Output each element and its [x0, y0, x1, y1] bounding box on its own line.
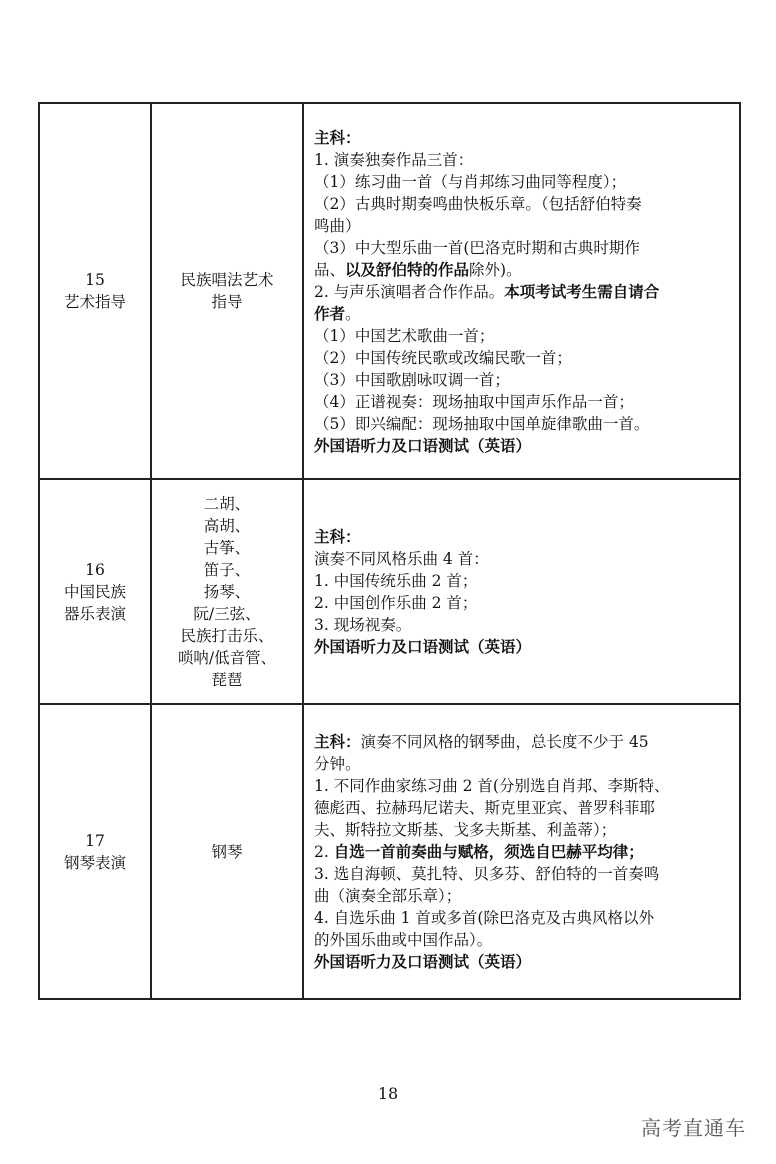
- requirement-line: [314, 819, 733, 841]
- exam-requirements-table: [38, 102, 741, 1000]
- text: 品、: [314, 260, 346, 279]
- major-name: 唢呐/低音管、: [177, 648, 277, 667]
- text: （3）中大型乐曲一首(巴洛克时期和古典时期作: [314, 238, 640, 257]
- major-name: 民族唱法艺术: [180, 271, 274, 289]
- bold-text: 外国语听力及口语测试（英语）: [314, 637, 532, 656]
- text: 演奏不同风格乐曲 4 首：: [314, 550, 489, 568]
- text: 演奏不同风格的钢琴曲，总长度不少于 45: [360, 733, 649, 751]
- page-number: 18: [377, 1084, 399, 1103]
- text: 鸣曲）: [314, 216, 361, 235]
- major-name: 古筝、: [203, 538, 251, 557]
- requirement-line: [314, 885, 733, 907]
- program-category: 钢琴表演: [63, 853, 126, 872]
- major-name: 民族打击乐、: [180, 626, 274, 645]
- program-number: 16: [85, 560, 105, 579]
- bold-text: 外国语听力及口语测试（英语）: [314, 952, 532, 971]
- major-cell: [151, 704, 303, 999]
- text: （5）即兴编配：现场抽取中国单旋律歌曲一首。: [314, 414, 650, 433]
- requirement-line: [314, 929, 733, 951]
- text: （2）古典时期奏鸣曲快板乐章。（包括舒伯特奏: [314, 194, 642, 213]
- major-cell: [151, 103, 303, 479]
- requirement-line: [314, 413, 733, 435]
- requirement-line: [314, 325, 733, 347]
- bold-text: 自选一首前奏曲与赋格，须选自巴赫平均律；: [333, 842, 644, 861]
- requirement-line: [314, 775, 733, 797]
- text: （3）中国歌剧咏叹调一首；: [314, 370, 510, 389]
- bold-text: 外国语听力及口语测试（英语）: [314, 435, 532, 455]
- requirement-line: [314, 303, 733, 325]
- requirement-line: [314, 731, 733, 753]
- program-number-cell: [39, 479, 151, 704]
- text: 2. 与声乐演唱者合作作品。: [314, 282, 505, 301]
- requirement-line: [314, 797, 733, 819]
- requirement-line: [314, 592, 733, 614]
- requirement-line: [314, 548, 733, 570]
- text: 。: [345, 304, 361, 323]
- requirement-line: [314, 259, 733, 281]
- text: 1. 不同作曲家练习曲 2 首(分别选自肖邦、李斯特、: [314, 777, 670, 795]
- text: 4. 自选乐曲 1 首或多首(除巴洛克及古典风格以外: [314, 909, 654, 927]
- table-row: [39, 103, 740, 479]
- text: 夫、斯特拉文斯基、戈多夫斯基、利盖蒂）；: [314, 821, 617, 839]
- text: 分钟。: [314, 755, 361, 773]
- watermark: 高考直通车: [641, 1116, 746, 1140]
- text: 1. 演奏独奏作品三首：: [314, 150, 474, 169]
- text: 除外)。: [469, 260, 522, 279]
- program-category: 艺术指导: [63, 293, 126, 311]
- requirement-line: [314, 841, 733, 863]
- bold-text: 主科：: [314, 527, 361, 546]
- bold-text: 主科：: [314, 127, 361, 147]
- text: 2.: [314, 843, 334, 861]
- table-row: [39, 704, 740, 999]
- major-name: 阮/三弦、: [193, 604, 261, 623]
- requirement-line: [314, 435, 733, 457]
- requirement-line: [314, 347, 733, 369]
- requirement-line: [314, 951, 733, 973]
- requirement-line: [314, 526, 733, 548]
- text: 2. 中国创作乐曲 2 首；: [314, 594, 478, 612]
- text: （4）正谱视奏：现场抽取中国声乐作品一首；: [314, 392, 634, 411]
- major-name: 琵琶: [211, 670, 243, 689]
- program-number: 15: [85, 271, 105, 289]
- text: 3. 现场视奏。: [314, 616, 412, 634]
- requirement-line: [314, 369, 733, 391]
- requirement-line: [314, 753, 733, 775]
- program-number: 17: [85, 831, 105, 850]
- program-category: 器乐表演: [63, 604, 126, 623]
- requirement-line: [314, 171, 733, 193]
- text: 曲（演奏全部乐章）；: [314, 887, 462, 905]
- bold-text: 主科：: [314, 732, 361, 751]
- program-category: 中国民族: [63, 582, 126, 601]
- requirement-line: [314, 391, 733, 413]
- text: 1. 中国传统乐曲 2 首；: [314, 572, 478, 590]
- text: （1）练习曲一首（与肖邦练习曲同等程度）；: [314, 172, 627, 191]
- bold-text: 本项考试考生需自请合: [504, 281, 660, 301]
- major-cell: [151, 479, 303, 704]
- major-name: 指导: [211, 293, 243, 311]
- requirement-line: [314, 614, 733, 636]
- requirements-cell: [303, 103, 740, 479]
- requirements-cell: [303, 704, 740, 999]
- program-number-cell: [39, 704, 151, 999]
- program-number-cell: [39, 103, 151, 479]
- requirement-line: [314, 149, 733, 171]
- major-name: 钢琴: [211, 842, 243, 861]
- requirement-line: [314, 193, 733, 215]
- text: 德彪西、拉赫玛尼诺夫、斯克里亚宾、普罗科菲耶: [314, 799, 656, 817]
- text: 3. 选自海顿、莫扎特、贝多芬、舒伯特的一首奏鸣: [314, 865, 660, 883]
- requirement-line: [314, 215, 733, 237]
- requirement-line: [314, 570, 733, 592]
- major-name: 笛子、: [203, 560, 251, 579]
- major-name: 高胡、: [203, 516, 251, 535]
- text: 的外国乐曲或中国作品）。: [314, 931, 493, 949]
- requirement-line: [314, 863, 733, 885]
- text: （2）中国传统民歌或改编民歌一首；: [314, 348, 572, 367]
- table-row: [39, 479, 740, 704]
- requirement-line: [314, 237, 733, 259]
- major-name: 扬琴、: [203, 582, 251, 601]
- requirement-line: [314, 127, 733, 149]
- bold-text: 以及舒伯特的作品: [345, 259, 470, 279]
- major-name: 二胡、: [203, 494, 251, 513]
- bold-text: 作者: [314, 303, 346, 323]
- requirements-cell: [303, 479, 740, 704]
- requirement-line: [314, 281, 733, 303]
- requirement-line: [314, 636, 733, 658]
- requirement-line: [314, 907, 733, 929]
- text: （1）中国艺术歌曲一首；: [314, 326, 495, 345]
